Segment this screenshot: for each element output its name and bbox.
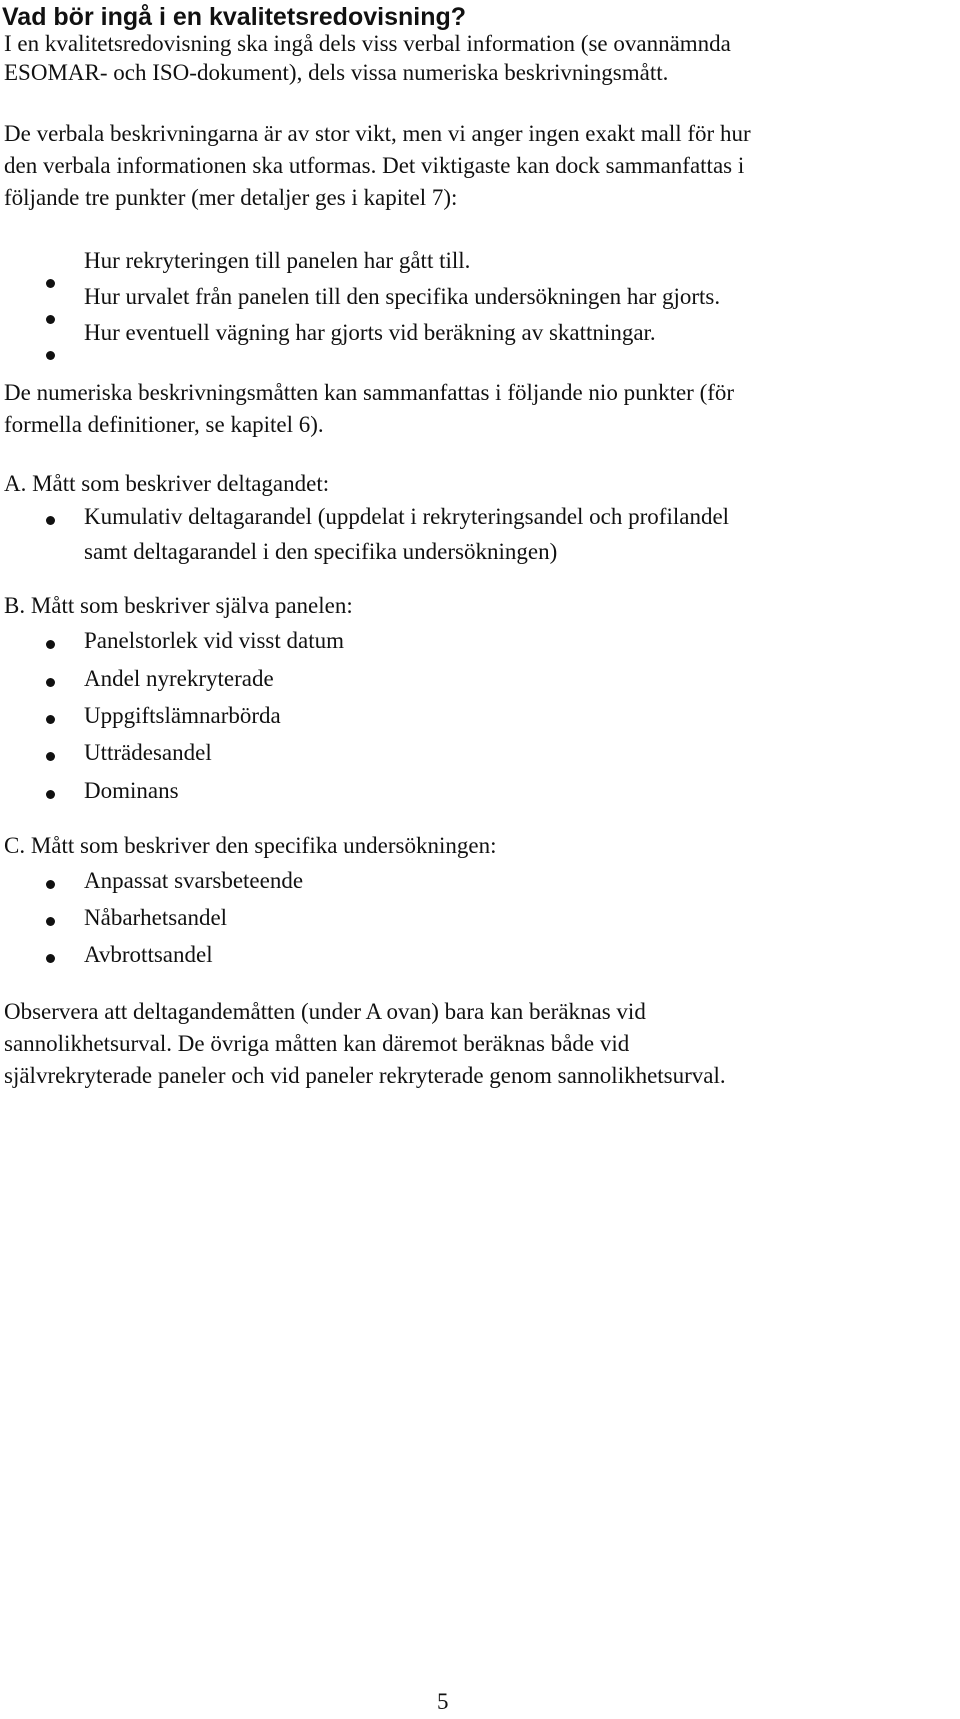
verbal-line-3: följande tre punkter (mer detaljer ges i kapitel 7): bbox=[4, 185, 458, 210]
verbal-line-2: den verbala informationen ska utformas. Det viktigaste kan dock sammanfattas i bbox=[4, 153, 745, 178]
bullet-dot bbox=[46, 752, 55, 761]
section-b-bullet-4: Utträdesandel bbox=[84, 740, 212, 765]
bullet-dot bbox=[46, 715, 55, 724]
section-a-title: A. Mått som beskriver deltagandet: bbox=[4, 471, 330, 496]
section-c-bullet-2: Nåbarhetsandel bbox=[84, 905, 228, 930]
section-b-title: B. Mått som beskriver själva panelen: bbox=[4, 593, 353, 618]
section-b-bullet-3: Uppgiftslämnarbörda bbox=[84, 703, 281, 728]
section-b-bullet-1: Panelstorlek vid visst datum bbox=[84, 628, 345, 653]
section-b-bullet-5: Dominans bbox=[84, 778, 179, 803]
section-a-bullet-line-1: Kumulativ deltagarandel (uppdelat i rekryteringsandel och profilandel bbox=[84, 504, 730, 529]
numeric-line-1: De numeriska beskrivningsmåtten kan sammanfattas i följande nio punkter (för bbox=[4, 380, 735, 405]
section-c-bullet-1: Anpassat svarsbeteende bbox=[84, 868, 304, 893]
bullet-dot bbox=[46, 279, 55, 288]
bullet-dot bbox=[46, 315, 55, 324]
verbal-bullet-3: Hur eventuell vägning har gjorts vid beräkning av skattningar. bbox=[84, 320, 656, 345]
section-a-bullet-line-2: samt deltagarandel i den specifika undersökningen) bbox=[84, 539, 558, 564]
bullet-dot bbox=[46, 880, 55, 889]
verbal-line-1: De verbala beskrivningarna är av stor vikt, men vi anger ingen exakt mall för hur bbox=[4, 121, 751, 146]
numeric-line-2: formella definitioner, se kapitel 6). bbox=[4, 412, 324, 437]
bullet-dot bbox=[46, 351, 55, 360]
intro-line-2: ESOMAR- och ISO-dokument), dels vissa numeriska beskrivningsmått. bbox=[4, 60, 669, 85]
intro-line-1: I en kvalitetsredovisning ska ingå dels viss verbal information (se ovannämnda bbox=[4, 31, 731, 56]
closing-line-1: Observera att deltagandemåtten (under A ovan) bara kan beräknas vid bbox=[4, 999, 646, 1024]
section-c-title: C. Mått som beskriver den specifika undersökningen: bbox=[4, 833, 497, 858]
section-b-bullet-2: Andel nyrekryterade bbox=[84, 666, 274, 691]
section-c-bullet-3: Avbrottsandel bbox=[84, 942, 213, 967]
closing-line-3: självrekryterade paneler och vid paneler rekryterade genom sannolikhetsurval. bbox=[4, 1063, 726, 1088]
bullet-dot bbox=[46, 917, 55, 926]
bullet-dot bbox=[46, 678, 55, 687]
verbal-bullet-2: Hur urvalet från panelen till den specifika undersökningen har gjorts. bbox=[84, 284, 721, 309]
bullet-dot bbox=[46, 954, 55, 963]
verbal-bullet-1: Hur rekryteringen till panelen har gått till. bbox=[84, 248, 471, 273]
page-number: 5 bbox=[437, 1689, 449, 1714]
section-heading: Vad bör ingå i en kvalitetsredovisning? bbox=[2, 3, 467, 31]
bullet-dot bbox=[46, 640, 55, 649]
closing-line-2: sannolikhetsurval. De övriga måtten kan däremot beräknas både vid bbox=[4, 1031, 630, 1056]
bullet-dot bbox=[46, 516, 55, 525]
bullet-dot bbox=[46, 790, 55, 799]
